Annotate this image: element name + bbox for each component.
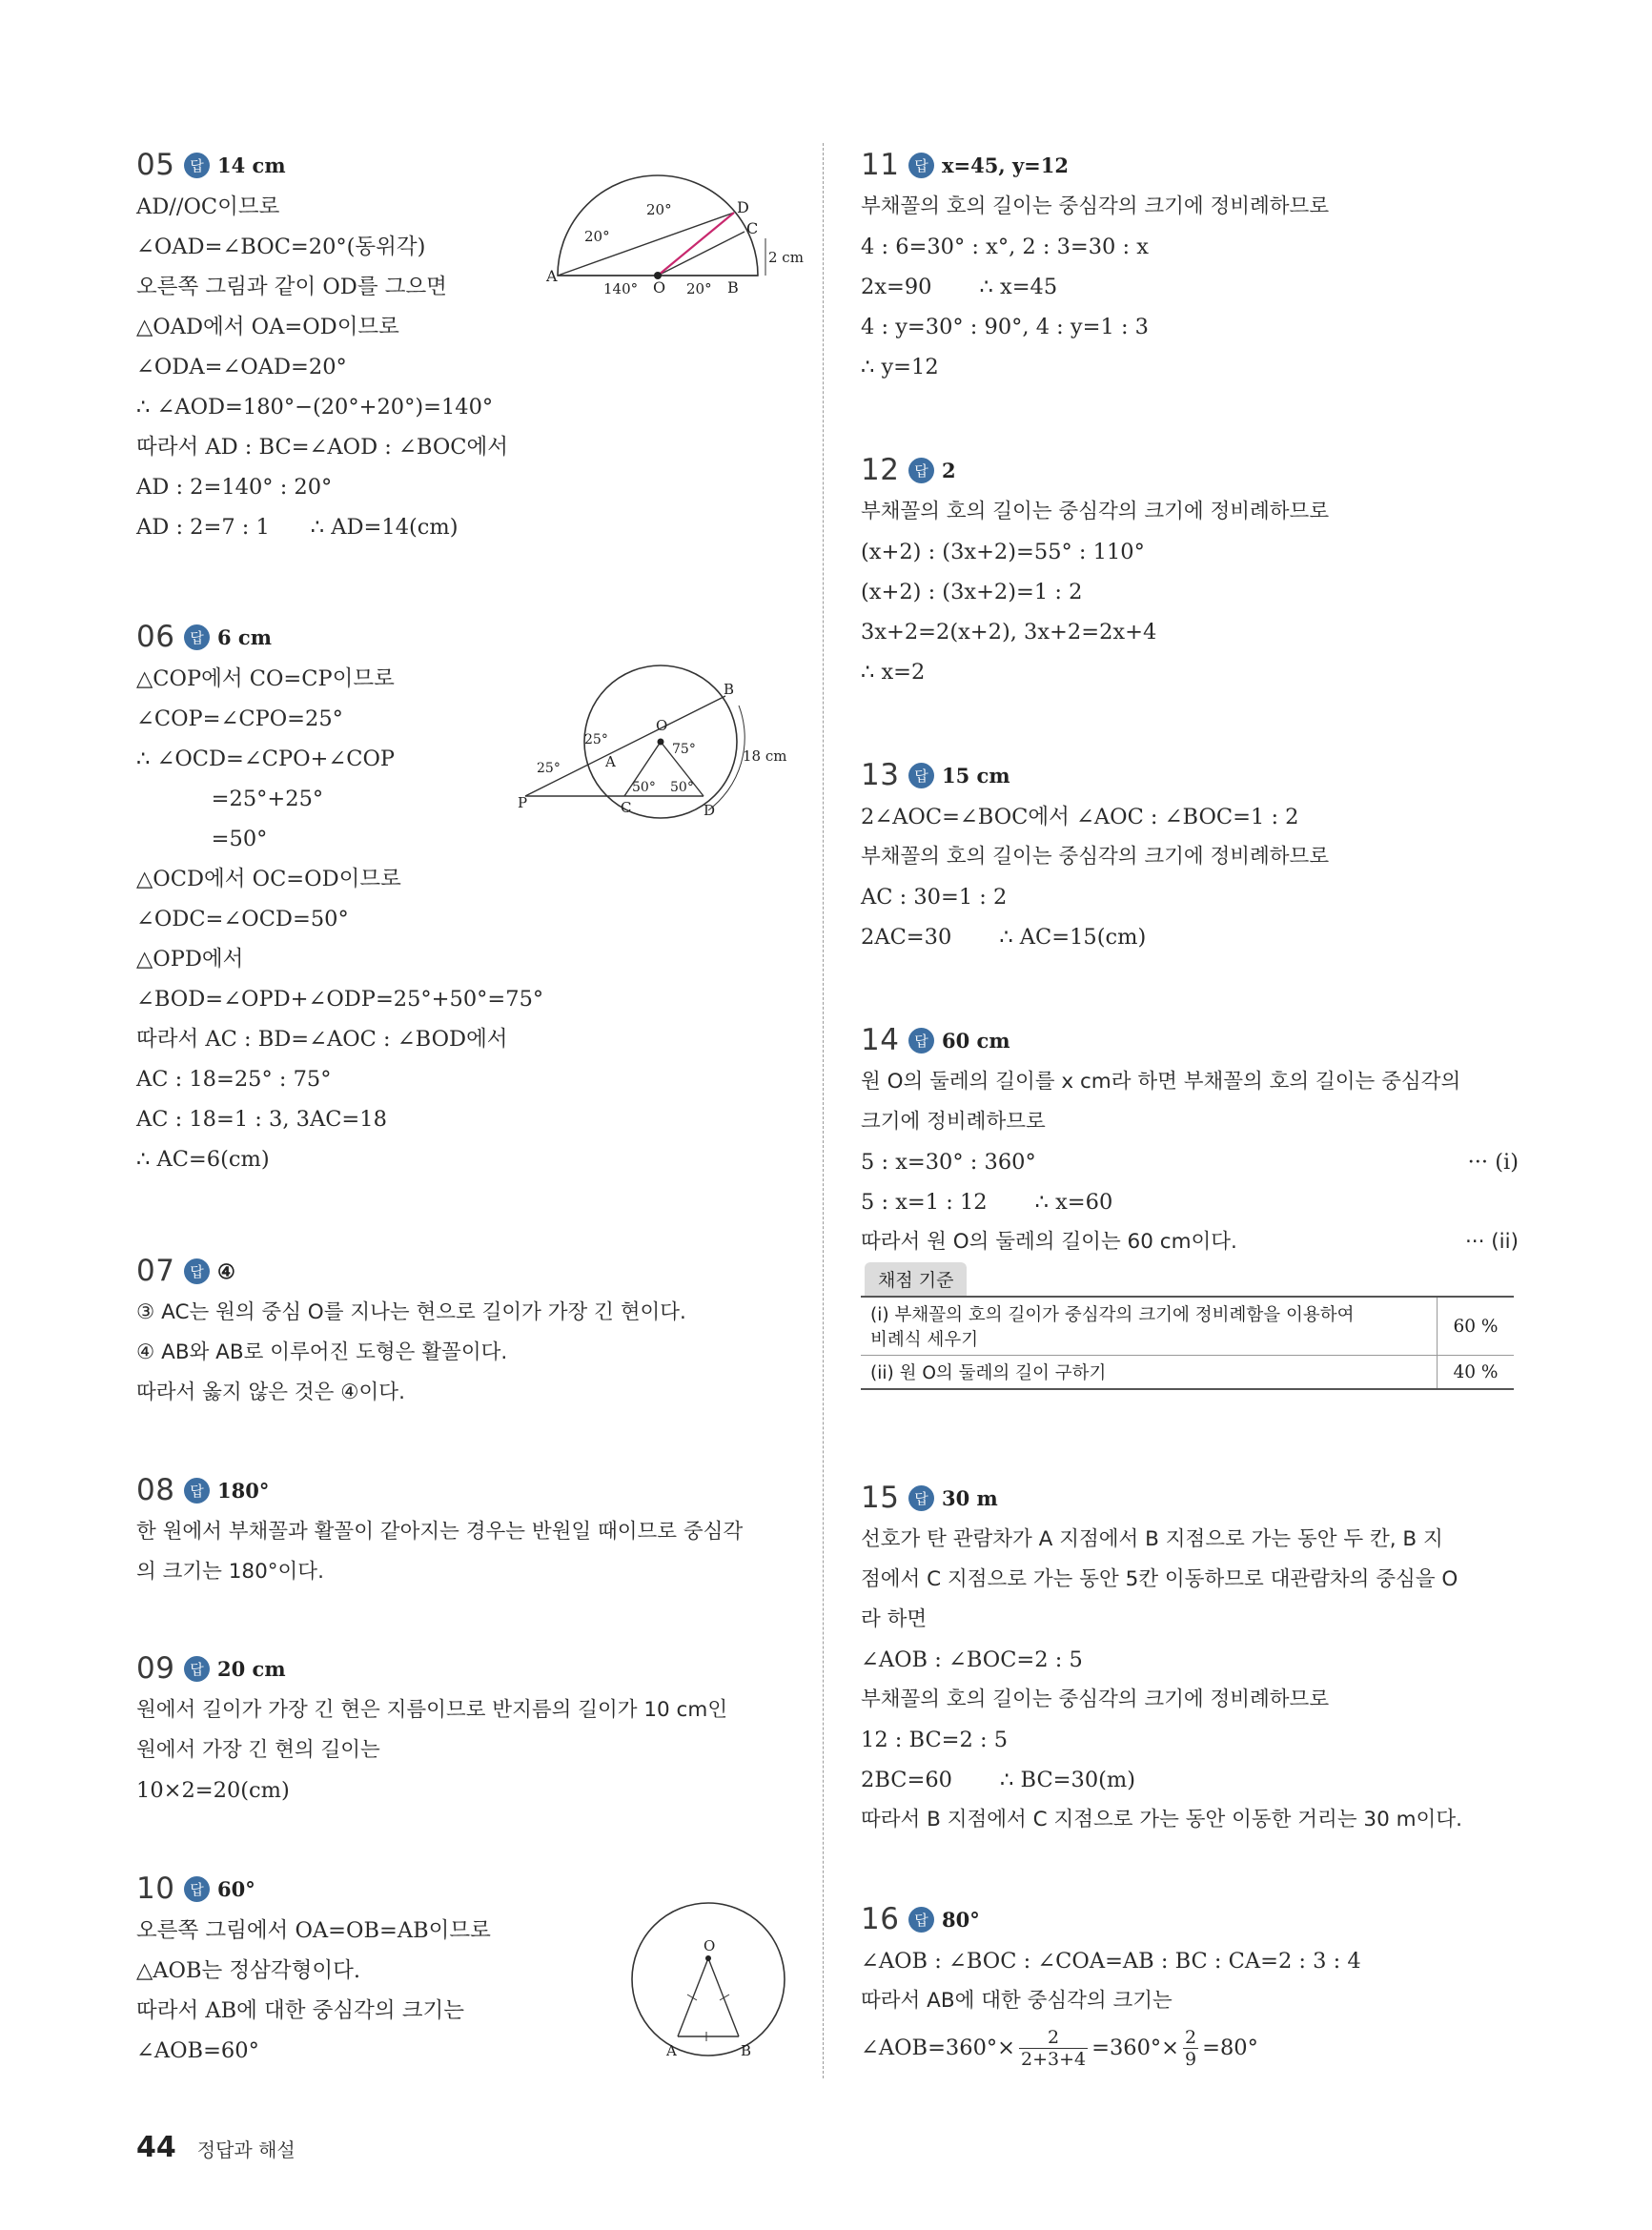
answer-value: ④ bbox=[217, 1258, 235, 1283]
fraction-numerator: 2 bbox=[1047, 2026, 1060, 2048]
criterion-text: (ii) 원 O의 둘레의 길이 구하기 bbox=[870, 1363, 1107, 1383]
solution-line: ∠AOB : ∠BOC : ∠COA=AB : BC : CA=2 : 3 : 4 bbox=[861, 1949, 1361, 1974]
solution-line: ∠COP=∠CPO=25° bbox=[136, 706, 343, 731]
answer-badge: 답 bbox=[184, 624, 210, 650]
equation-text: =360°× bbox=[1091, 2036, 1179, 2060]
point-label: B bbox=[741, 2042, 752, 2059]
rubric-criterion bbox=[861, 1297, 1438, 1356]
column-divider bbox=[823, 143, 824, 2078]
solution-line: ∠ODC=∠OCD=50° bbox=[136, 907, 349, 931]
angle-label: 50° bbox=[670, 780, 694, 795]
angle-label: 140° bbox=[603, 280, 639, 297]
rubric-percent: 60 % bbox=[1438, 1297, 1515, 1356]
point-label: P bbox=[518, 794, 528, 811]
solution-line: 부채꼴의 호의 길이는 중심각의 크기에 정비례하므로 bbox=[861, 500, 1330, 523]
solution-line: 라 하면 bbox=[861, 1607, 928, 1631]
solution-line: ∠OAD=∠BOC=20°(동위각) bbox=[136, 235, 426, 259]
problem-header bbox=[136, 1647, 794, 1690]
answer-value: 2 bbox=[942, 458, 956, 482]
answer-value: x=45, y=12 bbox=[942, 153, 1069, 177]
problem-header bbox=[136, 615, 794, 659]
problem-14 bbox=[861, 1018, 1519, 1383]
problem-header bbox=[861, 1476, 1519, 1520]
solution-line: =50° bbox=[136, 827, 268, 851]
solution-line: AC : 18=25° : 75° bbox=[136, 1067, 332, 1092]
problem-06 bbox=[136, 615, 794, 1179]
answer-value: 15 cm bbox=[942, 763, 1010, 788]
problem-header bbox=[861, 753, 1519, 797]
solution-line: ∴ ∠AOD=180°−(20°+20°)=140° bbox=[136, 395, 494, 419]
problem-10 bbox=[136, 1867, 794, 2071]
solution-line: 2x=90 ∴ x=45 bbox=[861, 275, 1058, 299]
angle-label: 25° bbox=[584, 732, 608, 747]
solution-line: 따라서 B 지점에서 C 지점으로 가는 동안 이동한 거리는 30 m이다. bbox=[861, 1808, 1462, 1831]
solution-line: AD : 2=140° : 20° bbox=[136, 475, 333, 500]
solution-line: AD//OC이므로 bbox=[136, 194, 280, 219]
problem-number: 11 bbox=[861, 148, 900, 182]
answer-badge: 답 bbox=[184, 1258, 210, 1284]
answer-badge: 답 bbox=[184, 1656, 210, 1682]
answer-value: 80° bbox=[942, 1907, 980, 1932]
solution-line: ∴ ∠OCD=∠CPO+∠COP bbox=[136, 747, 396, 771]
problem-number: 06 bbox=[136, 620, 175, 654]
point-label: O bbox=[704, 1937, 716, 1954]
solution-line: △OPD에서 bbox=[136, 947, 244, 972]
solution-line: 크기에 정비례하므로 bbox=[861, 1110, 1046, 1134]
problem-number: 13 bbox=[861, 758, 900, 792]
point-label: O bbox=[656, 717, 668, 734]
rubric-row bbox=[861, 1356, 1514, 1390]
angle-label: 50° bbox=[632, 780, 656, 795]
point-label: C bbox=[621, 799, 632, 816]
fraction-denominator: 2+3+4 bbox=[1020, 2048, 1087, 2070]
solution-line: 선호가 탄 관람차가 A 지점에서 B 지점으로 가는 동안 두 칸, B 지 bbox=[861, 1527, 1443, 1551]
angle-label: 20° bbox=[584, 228, 610, 245]
fraction-numerator: 2 bbox=[1185, 2026, 1197, 2048]
rubric-row bbox=[861, 1297, 1514, 1356]
answer-value: 30 m bbox=[942, 1485, 998, 1510]
semicircle-figure bbox=[546, 186, 804, 304]
page-number: 44 bbox=[136, 2131, 176, 2164]
circle-secant-figure bbox=[518, 667, 794, 833]
problem-number: 12 bbox=[861, 453, 900, 487]
point-label: B bbox=[727, 278, 739, 297]
solution-line: ∠BOD=∠OPD+∠ODP=25°+50°=75° bbox=[136, 987, 544, 1012]
length-label: 2 cm bbox=[768, 249, 804, 266]
solution-line: 오른쪽 그림에서 OA=OB=AB이므로 bbox=[136, 1918, 491, 1943]
rubric-table bbox=[861, 1296, 1514, 1390]
problem-header bbox=[861, 143, 1519, 187]
solution-line: 부채꼴의 호의 길이는 중심각의 크기에 정비례하므로 bbox=[861, 845, 1330, 869]
footer-title: 정답과 해설 bbox=[196, 2138, 296, 2161]
problem-16 bbox=[861, 1897, 1519, 2075]
point-label: A bbox=[546, 267, 558, 285]
solution-line: 원 O의 둘레의 길이를 x cm라 하면 부채꼴의 호의 길이는 중심각의 bbox=[861, 1070, 1461, 1094]
problem-number: 10 bbox=[136, 1872, 175, 1906]
length-label: 18 cm bbox=[743, 747, 787, 765]
solution-line: ∴ AC=6(cm) bbox=[136, 1147, 270, 1172]
solution-line: ③ AC는 원의 중심 O를 지나는 현으로 길이가 가장 긴 현이다. bbox=[136, 1300, 686, 1324]
solution-line: 의 크기는 180°이다. bbox=[136, 1560, 324, 1584]
fraction-denominator: 9 bbox=[1185, 2048, 1197, 2070]
solution-line: 한 원에서 부채꼴과 활꼴이 같아지는 경우는 반원일 때이므로 중심각 bbox=[136, 1520, 744, 1544]
answer-badge: 답 bbox=[908, 1907, 934, 1933]
solution-line: 3x+2=2(x+2), 3x+2=2x+4 bbox=[861, 620, 1157, 644]
point-label: C bbox=[746, 219, 759, 237]
solution-line: ④ AB와 AB로 이루어진 도형은 활꼴이다. bbox=[136, 1340, 508, 1364]
angle-label: 20° bbox=[646, 201, 672, 218]
solution-line: △OCD에서 OC=OD이므로 bbox=[136, 867, 401, 891]
solution-line: 부채꼴의 호의 길이는 중심각의 크기에 정비례하므로 bbox=[861, 1688, 1330, 1711]
scoring-rubric bbox=[861, 1262, 1514, 1390]
solution-line: 5 : x=1 : 12 ∴ x=60 bbox=[861, 1190, 1113, 1215]
equilateral-triangle-figure bbox=[622, 1895, 794, 2071]
page-footer bbox=[136, 2131, 296, 2164]
solution-line: △OAD에서 OA=OD이므로 bbox=[136, 315, 399, 339]
problem-15 bbox=[861, 1476, 1519, 1840]
problem-number: 15 bbox=[861, 1481, 900, 1515]
rubric-title: 채점 기준 bbox=[865, 1262, 967, 1296]
problem-number: 07 bbox=[136, 1254, 175, 1288]
angle-label: 75° bbox=[672, 742, 696, 757]
solution-line: (x+2) : (3x+2)=55° : 110° bbox=[861, 540, 1145, 564]
step-mark: ··· (i) bbox=[1467, 1150, 1519, 1175]
equation-text: ∠AOB=360°× bbox=[861, 2036, 1015, 2060]
answer-badge: 답 bbox=[184, 1478, 210, 1504]
answer-badge: 답 bbox=[184, 153, 210, 178]
solution-line: ∠AOB=60° bbox=[136, 2038, 259, 2063]
problem-header bbox=[136, 143, 794, 187]
answer-badge: 답 bbox=[908, 763, 934, 788]
solution-line: 따라서 AB에 대한 중심각의 크기는 bbox=[136, 1998, 464, 2023]
point-label: D bbox=[737, 198, 749, 216]
answer-value: 60 cm bbox=[942, 1028, 1010, 1053]
solution-line bbox=[861, 1142, 1519, 1182]
solution-line: ∠ODA=∠OAD=20° bbox=[136, 355, 347, 379]
rubric-percent: 40 % bbox=[1438, 1356, 1515, 1390]
problem-header bbox=[136, 1249, 794, 1293]
point-label: A bbox=[605, 753, 616, 770]
point-label: B bbox=[724, 681, 735, 698]
problem-header bbox=[861, 448, 1519, 492]
solution-line: 따라서 옳지 않은 것은 ④이다. bbox=[136, 1381, 405, 1404]
solution-line bbox=[861, 2021, 1519, 2075]
solution-line: 따라서 AD : BC=∠AOD : ∠BOC에서 bbox=[136, 435, 508, 460]
problem-number: 16 bbox=[861, 1902, 900, 1936]
problem-number: 08 bbox=[136, 1473, 175, 1507]
solution-line: (x+2) : (3x+2)=1 : 2 bbox=[861, 580, 1083, 604]
solution-line: 4 : y=30° : 90°, 4 : y=1 : 3 bbox=[861, 315, 1149, 339]
problem-13 bbox=[861, 753, 1519, 957]
criterion-text: 비례식 세우기 bbox=[870, 1330, 979, 1350]
solution-line: AD : 2=7 : 1 ∴ AD=14(cm) bbox=[136, 515, 459, 540]
answer-badge: 답 bbox=[908, 153, 934, 178]
angle-label: 25° bbox=[537, 761, 561, 776]
problem-header bbox=[861, 1018, 1519, 1062]
answer-badge: 답 bbox=[908, 1485, 934, 1511]
solution-line: 원에서 가장 긴 현의 길이는 bbox=[136, 1738, 380, 1762]
problem-number: 05 bbox=[136, 148, 175, 182]
solution-line: 2BC=60 ∴ BC=30(m) bbox=[861, 1768, 1136, 1792]
criterion-text: (i) 부채꼴의 호의 길이가 중심각의 크기에 정비례함을 이용하여 bbox=[870, 1305, 1355, 1325]
solution-line: 점에서 C 지점으로 가는 동안 5칸 이동하므로 대관람차의 중심을 O bbox=[861, 1567, 1458, 1591]
answer-value: 14 cm bbox=[217, 153, 286, 177]
problem-number: 14 bbox=[861, 1023, 900, 1057]
rubric-criterion bbox=[861, 1356, 1438, 1390]
solution-line: 부채꼴의 호의 길이는 중심각의 크기에 정비례하므로 bbox=[861, 194, 1330, 218]
point-label: D bbox=[704, 802, 716, 819]
problem-header bbox=[861, 1897, 1519, 1941]
solution-line: 오른쪽 그림과 같이 OD를 그으면 bbox=[136, 275, 447, 299]
answer-value: 6 cm bbox=[217, 624, 272, 649]
answer-value: 60° bbox=[217, 1876, 255, 1901]
solution-line: 원에서 길이가 가장 긴 현은 지름이므로 반지름의 길이가 10 cm인 bbox=[136, 1698, 728, 1722]
problem-11 bbox=[861, 143, 1519, 387]
solution-line: △AOB는 정삼각형이다. bbox=[136, 1958, 360, 1983]
solution-line: ∴ x=2 bbox=[861, 660, 926, 685]
problem-12 bbox=[861, 448, 1519, 692]
problem-header bbox=[136, 1468, 794, 1512]
answer-badge: 답 bbox=[184, 1876, 210, 1902]
answer-badge: 답 bbox=[908, 1028, 934, 1054]
step-mark: ··· (ii) bbox=[1464, 1230, 1519, 1254]
problem-09 bbox=[136, 1647, 794, 1811]
problem-08 bbox=[136, 1468, 794, 1592]
equation-text: 5 : x=30° : 360° bbox=[861, 1150, 1036, 1175]
solution-line: ∠AOB : ∠BOC=2 : 5 bbox=[861, 1647, 1083, 1672]
solution-line: ∴ y=12 bbox=[861, 355, 939, 379]
point-label: O bbox=[653, 278, 666, 297]
solution-line: =25°+25° bbox=[136, 787, 324, 811]
fraction bbox=[1019, 2027, 1088, 2070]
solution-line: AC : 30=1 : 2 bbox=[861, 885, 1008, 910]
solution-line: 2AC=30 ∴ AC=15(cm) bbox=[861, 925, 1147, 950]
solution-line bbox=[861, 1222, 1519, 1262]
equation-text: =80° bbox=[1202, 2036, 1258, 2060]
solution-line: AC : 18=1 : 3, 3AC=18 bbox=[136, 1107, 387, 1132]
problem-05 bbox=[136, 143, 804, 547]
solution-line: 4 : 6=30° : x°, 2 : 3=30 : x bbox=[861, 235, 1149, 259]
answer-value: 20 cm bbox=[217, 1656, 286, 1681]
conclusion-text: 따라서 원 O의 둘레의 길이는 60 cm이다. bbox=[861, 1230, 1237, 1254]
problem-number: 09 bbox=[136, 1651, 175, 1686]
solution-line: △COP에서 CO=CP이므로 bbox=[136, 666, 395, 691]
answer-badge: 답 bbox=[908, 458, 934, 483]
solution-line: 12 : BC=2 : 5 bbox=[861, 1728, 1009, 1752]
solution-line: 따라서 AC : BD=∠AOC : ∠BOD에서 bbox=[136, 1027, 508, 1052]
solution-line: 10×2=20(cm) bbox=[136, 1778, 290, 1803]
angle-label: 20° bbox=[686, 280, 712, 297]
solution-line: 따라서 AB에 대한 중심각의 크기는 bbox=[861, 1989, 1173, 2013]
solution-line: 2∠AOC=∠BOC에서 ∠AOC : ∠BOC=1 : 2 bbox=[861, 805, 1299, 829]
answer-value: 180° bbox=[217, 1478, 270, 1503]
point-label: A bbox=[666, 2042, 677, 2059]
problem-07 bbox=[136, 1249, 794, 1413]
fraction bbox=[1183, 2027, 1198, 2070]
